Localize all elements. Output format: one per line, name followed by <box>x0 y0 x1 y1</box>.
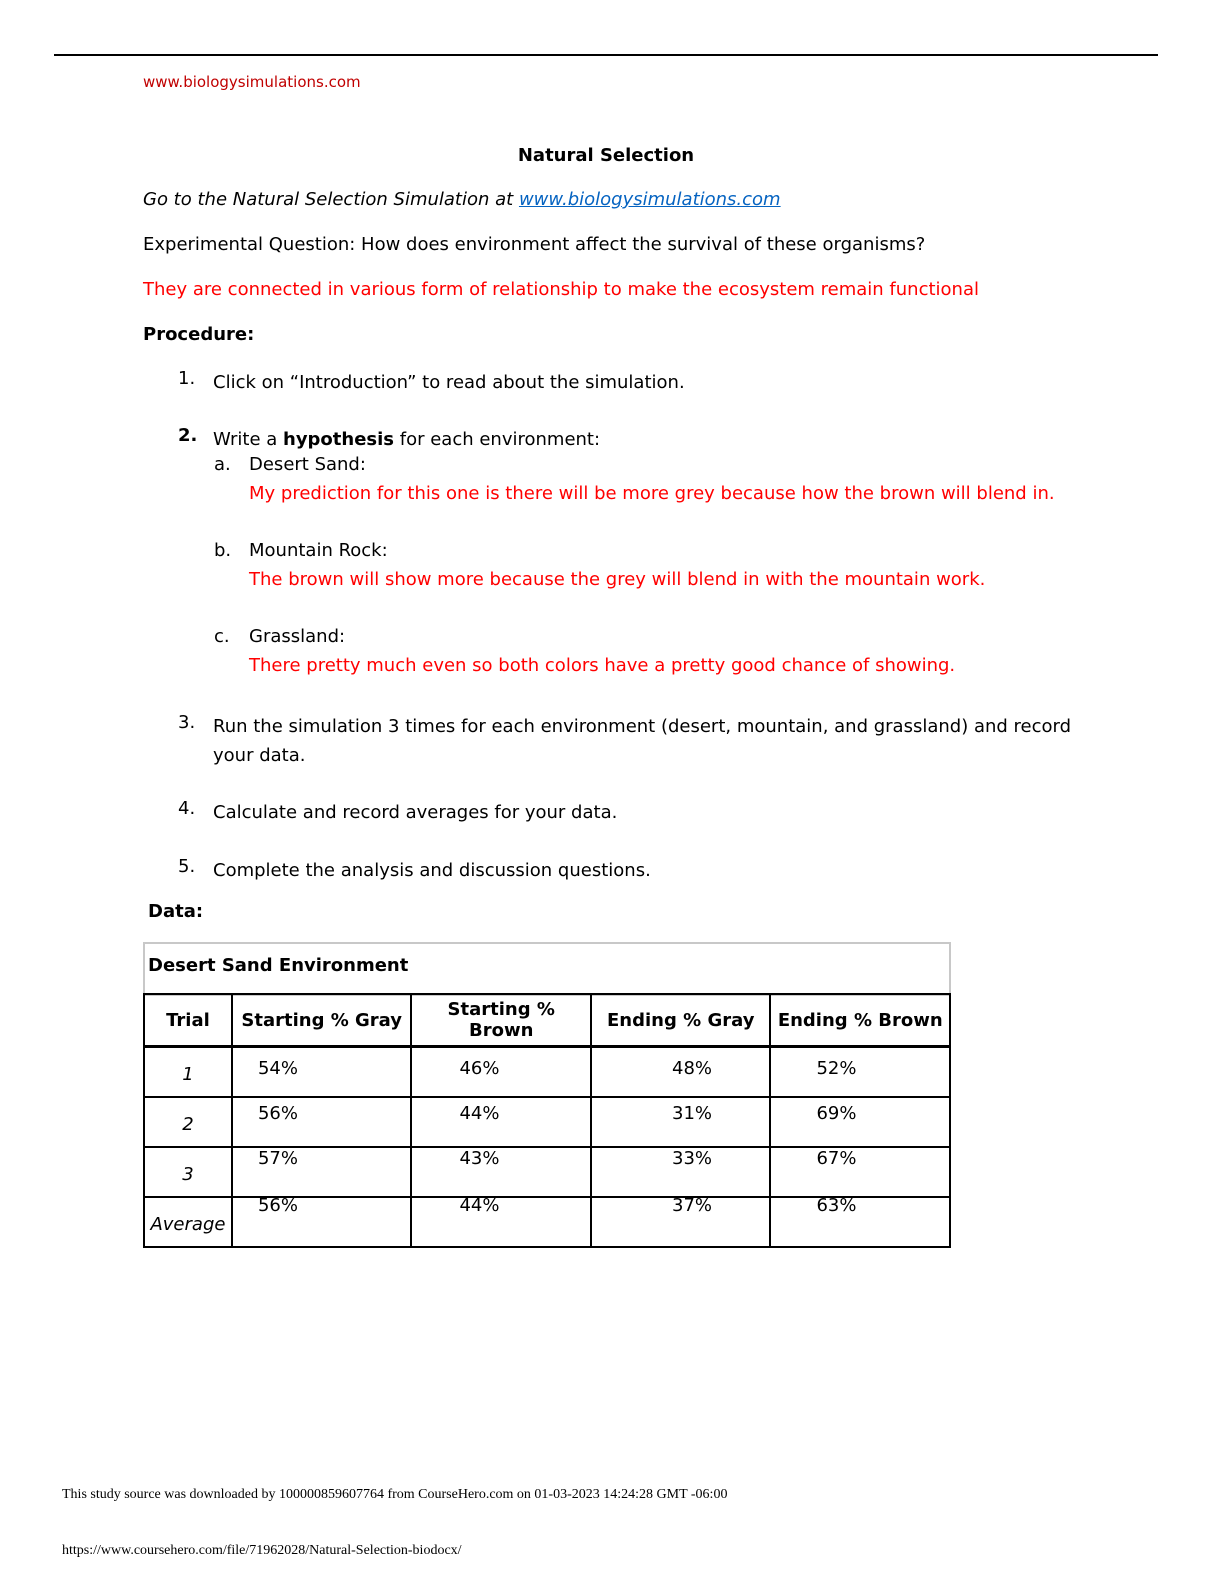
data-label: Data: <box>148 901 204 922</box>
table-header-row <box>144 994 950 1047</box>
environment-label: Grassland: <box>249 626 346 647</box>
table-cell: 69% <box>770 1097 950 1147</box>
table-cell: 31% <box>591 1097 770 1147</box>
table-cell: 37% <box>591 1197 770 1247</box>
table-cell: 44% <box>411 1097 591 1147</box>
table-cell: 54% <box>232 1047 412 1098</box>
step-number: 2. <box>178 425 198 446</box>
trial-cell: 3 <box>144 1147 232 1197</box>
column-header: Starting % Brown <box>411 994 591 1047</box>
step-number: 4. <box>178 798 196 819</box>
column-header: Trial <box>144 994 232 1047</box>
table-cell: 43% <box>411 1147 591 1197</box>
step-text: Click on “Introduction” to read about the simulation. <box>213 372 685 393</box>
hypothesis-answer-desert: My prediction for this one is there will be more grey because how the brown will blend in. <box>249 483 1055 504</box>
step-text: Calculate and record averages for your data. <box>213 802 618 823</box>
intro-line <box>143 189 781 210</box>
column-header: Ending % Brown <box>770 994 950 1047</box>
table-cell: 67% <box>770 1147 950 1197</box>
data-table <box>143 993 951 1248</box>
column-header: Starting % Gray <box>232 994 412 1047</box>
table-cell: 33% <box>591 1147 770 1197</box>
experimental-question: Experimental Question: How does environment affect the survival of these organisms? <box>143 234 926 255</box>
header-url[interactable]: www.biologysimulations.com <box>143 73 361 91</box>
table-cell: 52% <box>770 1047 950 1098</box>
environment-label: Mountain Rock: <box>249 540 388 561</box>
table-row <box>144 1047 950 1098</box>
table-row-average <box>144 1197 950 1247</box>
table-cell: 46% <box>411 1047 591 1098</box>
intro-text: Go to the Natural Selection Simulation at <box>143 189 514 210</box>
table-cell: 56% <box>232 1197 412 1247</box>
step-number: 3. <box>178 712 196 733</box>
table-cell: 48% <box>591 1047 770 1098</box>
step-text: Write a hypothesis for each environment: <box>213 429 601 450</box>
list-letter: b. <box>214 540 232 561</box>
table-title: Desert Sand Environment <box>148 955 409 976</box>
column-header: Ending % Gray <box>591 994 770 1047</box>
top-rule <box>54 54 1158 56</box>
list-letter: a. <box>214 454 231 475</box>
table-title-box <box>143 942 951 996</box>
environment-label: Desert Sand: <box>249 454 366 475</box>
procedure-label: Procedure: <box>143 324 255 345</box>
table-cell: 63% <box>770 1197 950 1247</box>
table-cell: 56% <box>232 1097 412 1147</box>
trial-cell: 1 <box>144 1047 232 1098</box>
step-text: Complete the analysis and discussion questions. <box>213 860 651 881</box>
hypothesis-answer-grassland: There pretty much even so both colors have a pretty good chance of showing. <box>249 655 956 676</box>
source-url[interactable]: https://www.coursehero.com/file/71962028/Natural-Selection-biodocx/ <box>62 1543 462 1558</box>
table-row <box>144 1147 950 1197</box>
simulation-link[interactable]: www.biologysimulations.com <box>518 189 781 210</box>
table-cell: 44% <box>411 1197 591 1247</box>
step-text: Run the simulation 3 times for each environment (desert, mountain, and grassland) and record your data. <box>213 716 1072 766</box>
question-answer: They are connected in various form of relationship to make the ecosystem remain functional <box>143 279 979 300</box>
data-table-container <box>143 942 951 1247</box>
download-notice: This study source was downloaded by 100000859607764 from CourseHero.com on 01-03-2023 14:24:28 GMT -06:00 <box>62 1487 728 1502</box>
step-number: 5. <box>178 856 196 877</box>
table-cell: 57% <box>232 1147 412 1197</box>
hypothesis-answer-mountain: The brown will show more because the grey will blend in with the mountain work. <box>249 569 986 590</box>
table-row <box>144 1097 950 1147</box>
list-letter: c. <box>214 626 230 647</box>
step-number: 1. <box>178 368 196 389</box>
page-title: Natural Selection <box>517 145 695 166</box>
trial-cell: 2 <box>144 1097 232 1147</box>
trial-cell: Average <box>144 1197 232 1247</box>
